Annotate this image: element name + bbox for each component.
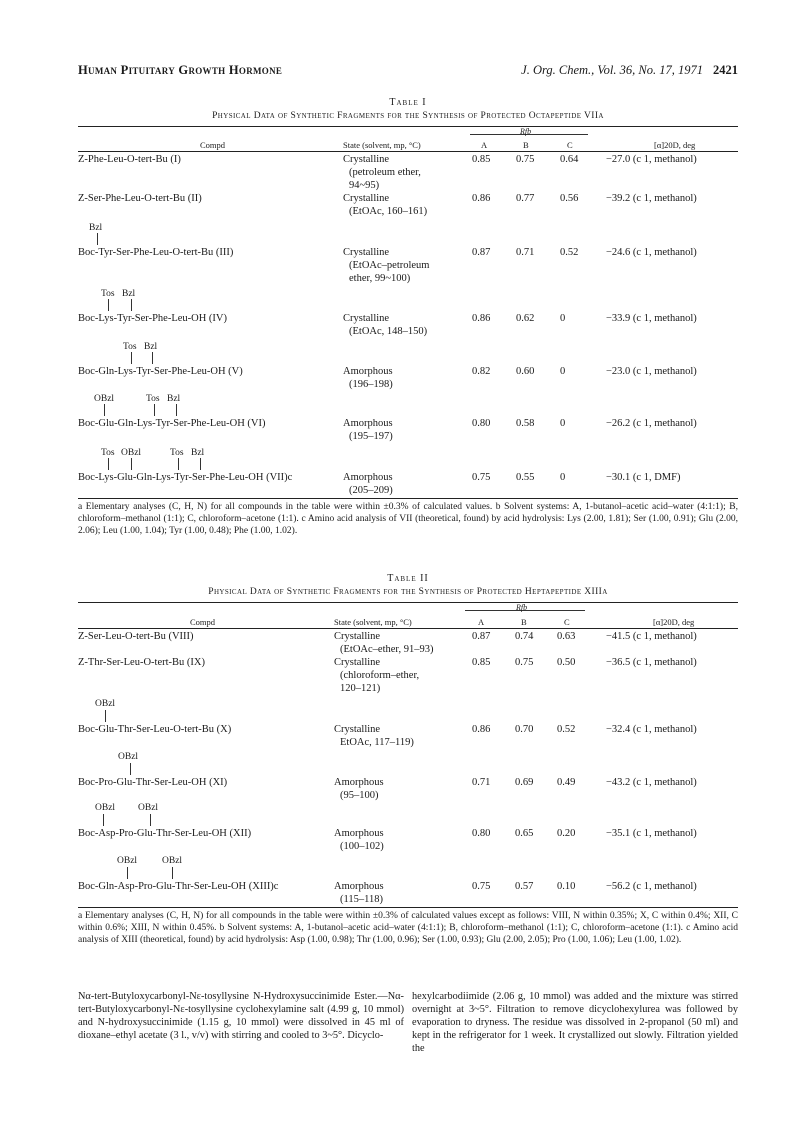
table2-col-c: C <box>564 617 570 627</box>
table1-row6-a: 0.80 <box>472 418 491 429</box>
body-column-left: Nα-tert-Butyloxycarbonyl-Nε-tosyllysine N-Hydroxysuccinimide Ester.—Nα-tert-Butyloxycarbonyl-Nε-tosyllysine cyclohexylamine salt (4.99 g, 10 mmol) and N-hydroxysuccinimide (1.15 g, 10 mmol) were dissolved in 45 ml of dioxane–ethyl acetate (3 l., v/v) with stirring and cooled to 3~5°. Dicyclo- <box>78 991 404 1041</box>
table1-row7-sub3: Tos <box>170 448 184 458</box>
table1-row4-a: 0.86 <box>472 313 491 324</box>
table2-label: Table II <box>387 573 429 584</box>
table2-row2-rotation: −36.5 (c 1, methanol) <box>606 657 697 668</box>
table1-row2-a: 0.86 <box>472 193 491 204</box>
table1-row3-state2: (EtOAc–petroleum <box>349 260 430 271</box>
table2-col-a: A <box>478 617 485 627</box>
table2-row3-state1: Crystalline <box>334 724 381 735</box>
table1-row3-c: 0.52 <box>560 247 579 258</box>
table1-row7-sub4: Bzl <box>191 448 205 458</box>
table1-row1-state2: (petroleum ether, <box>349 167 421 178</box>
table2-row6-compd: Boc-Gln-Asp-Pro-Glu-Thr-Ser-Leu-OH (XIII)c <box>78 881 279 892</box>
table1-row7-compd: Boc-Lys-Glu-Gln-Lys-Tyr-Ser-Phe-Leu-OH (VII)c <box>78 472 293 483</box>
table2-row3-compd: Boc-Glu-Thr-Ser-Leu-O-tert-Bu (X) <box>78 724 232 735</box>
table1-row2-compd: Z-Ser-Phe-Leu-O-tert-Bu (II) <box>78 193 202 204</box>
table2-row4-bond <box>130 763 131 775</box>
table1-row4-compd: Boc-Lys-Tyr-Ser-Phe-Leu-OH (IV) <box>78 313 228 324</box>
table1-col-state: State (solvent, mp, °C) <box>343 140 421 150</box>
table1-row6-c: 0 <box>560 418 566 429</box>
table1-row5-state2: (196–198) <box>349 379 393 390</box>
table1-row7-bond1 <box>108 458 109 470</box>
table2-row1-rotation: −41.5 (c 1, methanol) <box>606 631 697 642</box>
table1-row3-state3: ether, 99~100) <box>349 273 411 284</box>
table2-row3-sub1: OBzl <box>95 699 116 709</box>
table2-row6-state2: (115–118) <box>340 894 383 905</box>
table1-row7-bond3 <box>178 458 179 470</box>
table1-row6-state1: Amorphous <box>343 418 393 429</box>
table1-col-rotation: [α]20D, deg <box>654 140 696 150</box>
table1-row5-bond2 <box>152 352 153 364</box>
table1-row4-c: 0 <box>560 313 566 324</box>
table2-row6-state1: Amorphous <box>334 881 384 892</box>
table2-row2-a: 0.85 <box>472 657 491 668</box>
table2-row3-rotation: −32.4 (c 1, methanol) <box>606 724 697 735</box>
table1-row7-state1: Amorphous <box>343 472 393 483</box>
table2-row5-bond1 <box>103 814 104 826</box>
table1-row2-c: 0.56 <box>560 193 579 204</box>
table2-row5-a: 0.80 <box>472 828 491 839</box>
table1-top-rule <box>78 126 738 127</box>
table2-row6-rotation: −56.2 (c 1, methanol) <box>606 881 697 892</box>
table1-col-a: A <box>481 140 488 150</box>
table1-footnote: a Elementary analyses (C, H, N) for all compounds in the table were within ±0.3% of calculated values. b Solvent systems: A, 1-butanol–acetic acid–water (4:1:1); B, chloroform–methanol (1:1); C, chloroform–acetone (1:1). c Amino acid analysis of VII (theoretical, found) by acid hydrolysis: Lys (2.00, 1.81); Ser (1.00, 0.91); Glu (2.00, 2.06); Leu (1.00, 1.04); Tyr (1.00, 0.48); Phe (1.00, 1.02). <box>78 502 738 536</box>
table1-row7-sub1: Tos <box>101 448 115 458</box>
table2-footnote: a Elementary analyses (C, H, N) for all compounds in the table were within ±0.3% of calculated values except as follows: VIII, N within 0.35%; X, C within 0.4%; XII, C within 0.6%; XIII, N within 0.45%. b Solvent systems: A, 1-butanol–acetic acid–water (4:1:1); B, chloroform–methanol (1:1); C, chloroform–acetone (1:1). c Amino acid analysis of XIII (theoretical, found) by acid hydrolysis: Asp (1.00, 0.98); Thr (1.00, 0.96); Ser (1.00, 0.93); Glu (2.00, 2.05); Pro (1.00, 1.06); Leu (1.00, 1.02). <box>78 911 738 945</box>
table2-row1-a: 0.87 <box>472 631 491 642</box>
table2-row5-bond2 <box>150 814 151 826</box>
table1-row7-sub2: OBzl <box>121 448 142 458</box>
table1-row2-rotation: −39.2 (c 1, methanol) <box>606 193 697 204</box>
table2-row1-b: 0.74 <box>515 631 534 642</box>
running-header <box>78 63 738 81</box>
table2-row5-compd: Boc-Asp-Pro-Glu-Thr-Ser-Leu-OH (XII) <box>78 828 252 839</box>
table2-row4-b: 0.69 <box>515 777 534 788</box>
table1-row5-c: 0 <box>560 366 566 377</box>
table1-row3-b: 0.71 <box>516 247 535 258</box>
table1-row7-a: 0.75 <box>472 472 491 483</box>
table2-bottom-rule <box>78 907 738 908</box>
body-column-right: hexylcarbodiimide (2.06 g, 10 mmol) was added and the mixture was stirred overnight at 3~5°. Filtration to remove dicyclohexylurea was followed by evaporation to dryness. The residue was dissolved in 2-propanol (50 ml) and kept in the refrigerator for 1 week. It crystallized out slowly. Filtration yielded the <box>412 991 738 1054</box>
table1-row7-b: 0.55 <box>516 472 535 483</box>
table1-row2-b: 0.77 <box>516 193 535 204</box>
table1-row6-compd: Boc-Glu-Gln-Lys-Tyr-Ser-Phe-Leu-OH (VI) <box>78 418 266 429</box>
table1-row7-state2: (205–209) <box>349 485 393 496</box>
table2-rf-label: Rfb <box>516 603 528 612</box>
table1-row6-sub3: Bzl <box>167 394 181 404</box>
table2-row5-state1: Amorphous <box>334 828 384 839</box>
table1-row6-b: 0.58 <box>516 418 535 429</box>
table1-row1-b: 0.75 <box>516 154 535 165</box>
table1-col-c: C <box>567 140 573 150</box>
table2-row6-sub2: OBzl <box>162 856 183 866</box>
table2-row5-b: 0.65 <box>515 828 534 839</box>
table1-row6-state2: (195–197) <box>349 431 393 442</box>
table2-row2-state1: Crystalline <box>334 657 381 668</box>
table1-row1-state1: Crystalline <box>343 154 390 165</box>
table2-row5-sub2: OBzl <box>138 803 159 813</box>
table1-row5-state1: Amorphous <box>343 366 393 377</box>
table2-row2-b: 0.75 <box>515 657 534 668</box>
table2-row1-state2: (EtOAc–ether, 91–93) <box>340 644 434 655</box>
table2-row2-compd: Z-Thr-Ser-Leu-O-tert-Bu (IX) <box>78 657 205 668</box>
table1-head-rule <box>78 151 738 152</box>
table2-row5-rotation: −35.1 (c 1, methanol) <box>606 828 697 839</box>
table1-row6-bond2 <box>154 404 155 416</box>
table2-caption: Physical Data of Synthetic Fragments for the Synthesis of Protected Heptapeptide XIIIa <box>208 587 608 597</box>
table1-row5-rotation: −23.0 (c 1, methanol) <box>606 366 697 377</box>
table1-row5-b: 0.60 <box>516 366 535 377</box>
table1-row1-state3: 94~95) <box>349 180 380 191</box>
table2-row1-state1: Crystalline <box>334 631 381 642</box>
journal-citation: J. Org. Chem., Vol. 36, No. 17, 1971 2421 <box>521 63 738 77</box>
table1-row4-bond2 <box>131 299 132 311</box>
table2-col-rotation: [α]20D, deg <box>653 617 695 627</box>
table1-col-b: B <box>523 140 529 150</box>
table1-row7-rotation: −30.1 (c 1, DMF) <box>606 472 681 483</box>
table1-row7-bond2 <box>131 458 132 470</box>
table1-row5-a: 0.82 <box>472 366 491 377</box>
table2-col-state: State (solvent, mp, °C) <box>334 617 412 627</box>
table2-row6-c: 0.10 <box>557 881 576 892</box>
table2-row5-sub1: OBzl <box>95 803 116 813</box>
table2-row6-b: 0.57 <box>515 881 534 892</box>
table2-row6-bond2 <box>172 867 173 879</box>
table2-col-b: B <box>521 617 527 627</box>
table2-row1-compd: Z-Ser-Leu-O-tert-Bu (VIII) <box>78 631 194 642</box>
running-title: Human Pituitary Growth Hormone <box>78 63 283 77</box>
table1-row5-compd: Boc-Gln-Lys-Tyr-Ser-Phe-Leu-OH (V) <box>78 366 243 377</box>
table1-bottom-rule <box>78 498 738 499</box>
table2-row4-rotation: −43.2 (c 1, methanol) <box>606 777 697 788</box>
table1-row1-c: 0.64 <box>560 154 579 165</box>
table1-label: Table I <box>389 97 427 108</box>
table1-row6-sub2: Tos <box>146 394 160 404</box>
table1-row3-state1: Crystalline <box>343 247 390 258</box>
table2-row6-a: 0.75 <box>472 881 491 892</box>
table2-row4-compd: Boc-Pro-Glu-Thr-Ser-Leu-OH (XI) <box>78 777 228 788</box>
table2-row4-sub1: OBzl <box>118 752 139 762</box>
table1-row6-rotation: −26.2 (c 1, methanol) <box>606 418 697 429</box>
table1-row4-b: 0.62 <box>516 313 535 324</box>
table2-row2-state3: 120–121) <box>340 683 381 694</box>
table2-row4-a: 0.71 <box>472 777 491 788</box>
table1-rf-label: Rfb <box>520 127 532 136</box>
table1-row4-rotation: −33.9 (c 1, methanol) <box>606 313 697 324</box>
table1-row3-bond <box>97 233 98 245</box>
table1-row2-state2: (EtOAc, 160–161) <box>349 206 428 217</box>
table1-row4-state2: (EtOAc, 148–150) <box>349 326 428 337</box>
table1-row4-sub1: Tos <box>101 289 115 299</box>
table2-row4-state2: (95–100) <box>340 790 379 801</box>
table2-row1-c: 0.63 <box>557 631 576 642</box>
table2-row5-state2: (100–102) <box>340 841 384 852</box>
table2-row3-b: 0.70 <box>515 724 534 735</box>
table1-row3-compd: Boc-Tyr-Ser-Phe-Leu-O-tert-Bu (III) <box>78 247 234 258</box>
table2-row3-state2: EtOAc, 117–119) <box>340 737 414 748</box>
table2-row6-sub1: OBzl <box>117 856 138 866</box>
table2-row3-bond <box>105 710 106 722</box>
table1-caption: Physical Data of Synthetic Fragments for the Synthesis of Protected Octapeptide VIIa <box>212 111 604 121</box>
table2-row4-state1: Amorphous <box>334 777 384 788</box>
table1-row4-sub2: Bzl <box>122 289 136 299</box>
table1-row1-compd: Z-Phe-Leu-O-tert-Bu (I) <box>78 154 181 165</box>
table1-row7-c: 0 <box>560 472 566 483</box>
table2-row4-c: 0.49 <box>557 777 576 788</box>
table1-row3-a: 0.87 <box>472 247 491 258</box>
table1-row1-a: 0.85 <box>472 154 491 165</box>
table1-row5-sub1: Tos <box>123 342 137 352</box>
table2-row2-state2: (chloroform–ether, <box>340 670 420 681</box>
table2-row2-c: 0.50 <box>557 657 576 668</box>
table1-row5-sub2: Bzl <box>144 342 158 352</box>
table2-row5-c: 0.20 <box>557 828 576 839</box>
table1-col-compd: Compd <box>200 140 226 150</box>
table2-top-rule <box>78 602 738 603</box>
table2-row3-a: 0.86 <box>472 724 491 735</box>
table1-row4-bond1 <box>108 299 109 311</box>
table1-row3-sub1: Bzl <box>89 223 103 233</box>
table1-row3-rotation: −24.6 (c 1, methanol) <box>606 247 697 258</box>
table1-row6-sub1: OBzl <box>94 394 115 404</box>
table1-row5-bond1 <box>131 352 132 364</box>
table2-row6-bond1 <box>127 867 128 879</box>
table1-row2-state1: Crystalline <box>343 193 390 204</box>
table1-row7-bond4 <box>200 458 201 470</box>
table2-col-compd: Compd <box>190 617 216 627</box>
page-number: 2421 <box>713 63 738 77</box>
table2-head-rule <box>78 628 738 629</box>
table1-row6-bond1 <box>104 404 105 416</box>
table1-row1-rotation: −27.0 (c 1, methanol) <box>606 154 697 165</box>
table2-row3-c: 0.52 <box>557 724 576 735</box>
table1-row6-bond3 <box>176 404 177 416</box>
table1-row4-state1: Crystalline <box>343 313 390 324</box>
